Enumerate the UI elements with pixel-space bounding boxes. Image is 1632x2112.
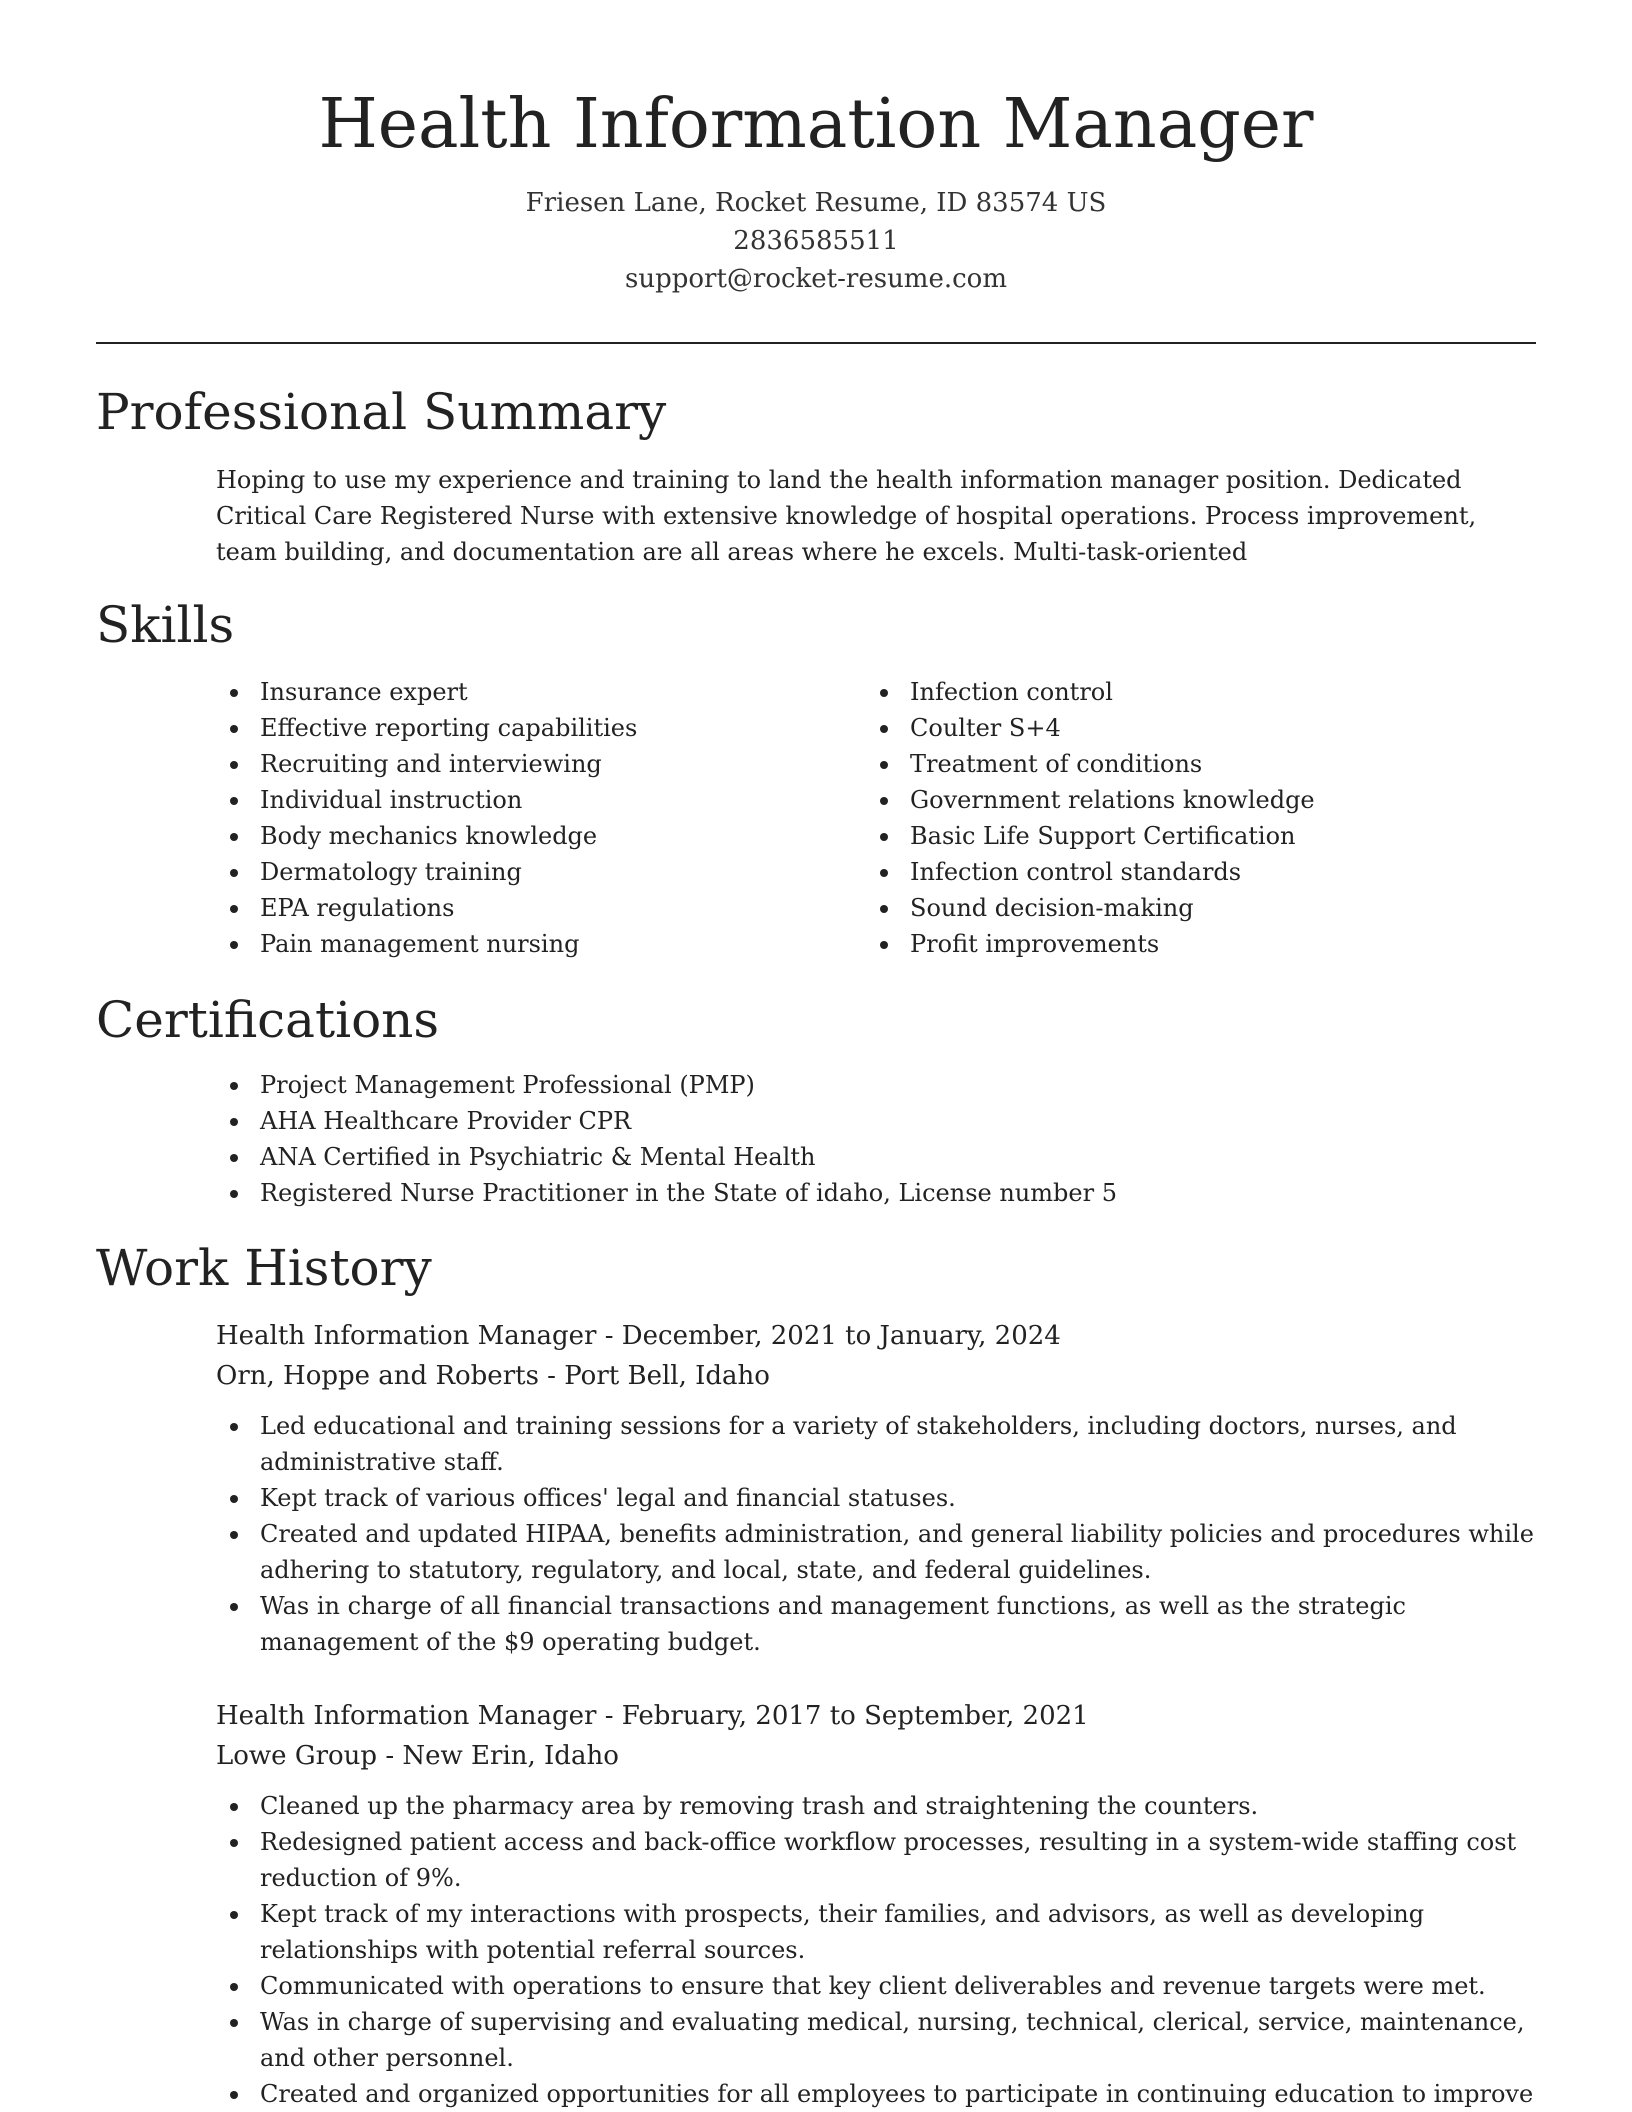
job-company-line: Orn, Hoppe and Roberts - Port Bell, Idaho bbox=[216, 1361, 770, 1391]
certification-item bbox=[260, 1103, 1536, 1139]
job-company-line: Lowe Group - New Erin, Idaho bbox=[216, 1741, 619, 1771]
bullet-dot-icon bbox=[880, 833, 888, 841]
bullet-dot-icon bbox=[230, 797, 238, 805]
bullet-dot-icon bbox=[230, 1154, 238, 1162]
certification-item-text: Project Management Professional (PMP) bbox=[260, 1071, 755, 1099]
bullet-dot-icon bbox=[230, 1423, 238, 1431]
bullet-dot-icon bbox=[230, 1983, 238, 1991]
skill-item bbox=[910, 674, 1486, 710]
job-bullet bbox=[260, 1788, 1536, 1824]
skill-item bbox=[910, 854, 1486, 890]
bullet-dot-icon bbox=[230, 941, 238, 949]
skill-item-text: EPA regulations bbox=[260, 894, 455, 922]
job-title-line: Health Information Manager - February, 2017 to September, 2021 bbox=[216, 1701, 1089, 1731]
bullet-dot-icon bbox=[230, 725, 238, 733]
job-bullet bbox=[260, 1588, 1536, 1660]
job-bullets bbox=[216, 1408, 1536, 1660]
skill-item-text: Dermatology training bbox=[260, 858, 522, 886]
skill-item-text: Coulter S+4 bbox=[910, 714, 1061, 742]
certifications-block bbox=[216, 1067, 1536, 1211]
job-bullet-text: Was in charge of all financial transactions and management functions, as well as the strategic management of the $9 operating budget. bbox=[260, 1592, 1406, 1656]
job-entry bbox=[216, 1316, 1536, 1660]
skill-item-text: Individual instruction bbox=[260, 786, 523, 814]
skill-item-text: Effective reporting capabilities bbox=[260, 714, 638, 742]
job-bullet-text: Created and organized opportunities for all employees to participate in continuing education to improve bbox=[260, 2080, 1534, 2108]
bullet-dot-icon bbox=[230, 833, 238, 841]
skill-item bbox=[260, 710, 836, 746]
skill-item-text: Treatment of conditions bbox=[910, 750, 1203, 778]
job-entry bbox=[216, 1696, 1536, 2112]
bullet-dot-icon bbox=[230, 1911, 238, 1919]
certification-item-text: AHA Healthcare Provider CPR bbox=[260, 1107, 632, 1135]
bullet-dot-icon bbox=[880, 725, 888, 733]
skill-item-text: Pain management nursing bbox=[260, 930, 580, 958]
certification-item bbox=[260, 1139, 1536, 1175]
skill-item bbox=[910, 710, 1486, 746]
job-bullet bbox=[260, 2076, 1536, 2112]
skill-item-text: Infection control bbox=[910, 678, 1113, 706]
bullet-dot-icon bbox=[230, 905, 238, 913]
work-history-heading: Work History bbox=[96, 1239, 432, 1297]
job-bullet-text: Was in charge of supervising and evaluating medical, nursing, technical, clerical, service, maintenance, and other personnel. bbox=[260, 2008, 1525, 2072]
skill-item-text: Infection control standards bbox=[910, 858, 1242, 886]
job-bullet bbox=[260, 2004, 1536, 2076]
bullet-dot-icon bbox=[230, 1495, 238, 1503]
summary-heading: Professional Summary bbox=[96, 383, 667, 441]
certifications-list bbox=[216, 1067, 1536, 1211]
bullet-dot-icon bbox=[230, 1803, 238, 1811]
job-bullet-text: Created and updated HIPAA, benefits administration, and general liability policies and procedures while adhering to statutory, regulatory, and local, state, and federal guidelines. bbox=[260, 1520, 1534, 1584]
bullet-dot-icon bbox=[880, 689, 888, 697]
skills-heading: Skills bbox=[96, 596, 235, 654]
skill-item bbox=[910, 782, 1486, 818]
job-bullet bbox=[260, 1408, 1536, 1480]
job-bullet bbox=[260, 1480, 1536, 1516]
bullet-dot-icon bbox=[880, 905, 888, 913]
skill-item bbox=[260, 926, 836, 962]
skill-item bbox=[910, 818, 1486, 854]
skill-item bbox=[260, 674, 836, 710]
job-bullet-text: Led educational and training sessions for a variety of stakeholders, including doctors, nurses, and administrative staff. bbox=[260, 1412, 1457, 1476]
job-bullet bbox=[260, 1896, 1536, 1968]
certification-item bbox=[260, 1067, 1536, 1103]
bullet-dot-icon bbox=[230, 1839, 238, 1847]
job-title-line: Health Information Manager - December, 2021 to January, 2024 bbox=[216, 1321, 1061, 1351]
bullet-dot-icon bbox=[230, 1603, 238, 1611]
bullet-dot-icon bbox=[880, 869, 888, 877]
job-bullets bbox=[216, 1788, 1536, 2112]
skill-item bbox=[910, 926, 1486, 962]
bullet-dot-icon bbox=[230, 869, 238, 877]
certification-item-text: ANA Certified in Psychiatric & Mental Health bbox=[260, 1143, 816, 1171]
skills-column-right bbox=[866, 674, 1486, 962]
job-bullet-text: Communicated with operations to ensure that key client deliverables and revenue targets were met. bbox=[260, 1972, 1486, 2000]
contact-phone: 2836585511 bbox=[733, 226, 899, 256]
skills-list-left bbox=[216, 674, 836, 962]
bullet-dot-icon bbox=[880, 761, 888, 769]
certification-item bbox=[260, 1175, 1536, 1211]
bullet-dot-icon bbox=[230, 689, 238, 697]
bullet-dot-icon bbox=[230, 2019, 238, 2027]
bullet-dot-icon bbox=[230, 1118, 238, 1126]
job-bullet-text: Kept track of my interactions with prospects, their families, and advisors, as well as developing relationships with potential referral sources. bbox=[260, 1900, 1425, 1964]
skill-item bbox=[910, 890, 1486, 926]
skill-item-text: Sound decision-making bbox=[910, 894, 1194, 922]
skill-item-text: Recruiting and interviewing bbox=[260, 750, 602, 778]
bullet-dot-icon bbox=[230, 761, 238, 769]
bullet-dot-icon bbox=[230, 1082, 238, 1090]
job-bullet bbox=[260, 1968, 1536, 2004]
skill-item bbox=[260, 890, 836, 926]
skills-column-left bbox=[216, 674, 836, 962]
certification-item-text: Registered Nurse Practitioner in the State of idaho, License number 5 bbox=[260, 1179, 1117, 1207]
contact-email: support@rocket-resume.com bbox=[624, 264, 1007, 294]
skill-item bbox=[260, 746, 836, 782]
header-divider bbox=[96, 342, 1536, 344]
bullet-dot-icon bbox=[230, 1190, 238, 1198]
job-bullet-text: Redesigned patient access and back-office workflow processes, resulting in a system-wide staffing cost reduction of 9%. bbox=[260, 1828, 1517, 1892]
job-bullet-text: Kept track of various offices' legal and financial statuses. bbox=[260, 1484, 956, 1512]
skill-item-text: Basic Life Support Certification bbox=[910, 822, 1296, 850]
skill-item bbox=[260, 818, 836, 854]
skill-item-text: Insurance expert bbox=[260, 678, 468, 706]
job-bullet-list bbox=[216, 1788, 1536, 2112]
bullet-dot-icon bbox=[880, 941, 888, 949]
job-bullet bbox=[260, 1824, 1536, 1896]
bullet-dot-icon bbox=[230, 2091, 238, 2099]
skills-list-right bbox=[866, 674, 1486, 962]
skill-item bbox=[260, 854, 836, 890]
skill-item-text: Government relations knowledge bbox=[910, 786, 1315, 814]
job-bullet-list bbox=[216, 1408, 1536, 1660]
skill-item bbox=[910, 746, 1486, 782]
skill-item bbox=[260, 782, 836, 818]
resume-header bbox=[0, 0, 1632, 298]
skill-item-text: Profit improvements bbox=[910, 930, 1160, 958]
job-bullet bbox=[260, 1516, 1536, 1588]
contact-info bbox=[0, 184, 1632, 298]
contact-address: Friesen Lane, Rocket Resume, ID 83574 US bbox=[525, 188, 1107, 218]
bullet-dot-icon bbox=[230, 1531, 238, 1539]
bullet-dot-icon bbox=[880, 797, 888, 805]
job-bullet-text: Cleaned up the pharmacy area by removing trash and straightening the counters. bbox=[260, 1792, 1259, 1820]
resume-name: Health Information Manager bbox=[318, 85, 1314, 164]
summary-text: Hoping to use my experience and training to land the health information manager position. Dedicated Critical Care Registered Nurse with extensive knowledge of hospital operations. Process improvement, team building, and documentation are all areas where he excels. Multi-task-oriented bbox=[216, 466, 1477, 566]
certifications-heading: Certifications bbox=[96, 991, 440, 1049]
skill-item-text: Body mechanics knowledge bbox=[260, 822, 598, 850]
